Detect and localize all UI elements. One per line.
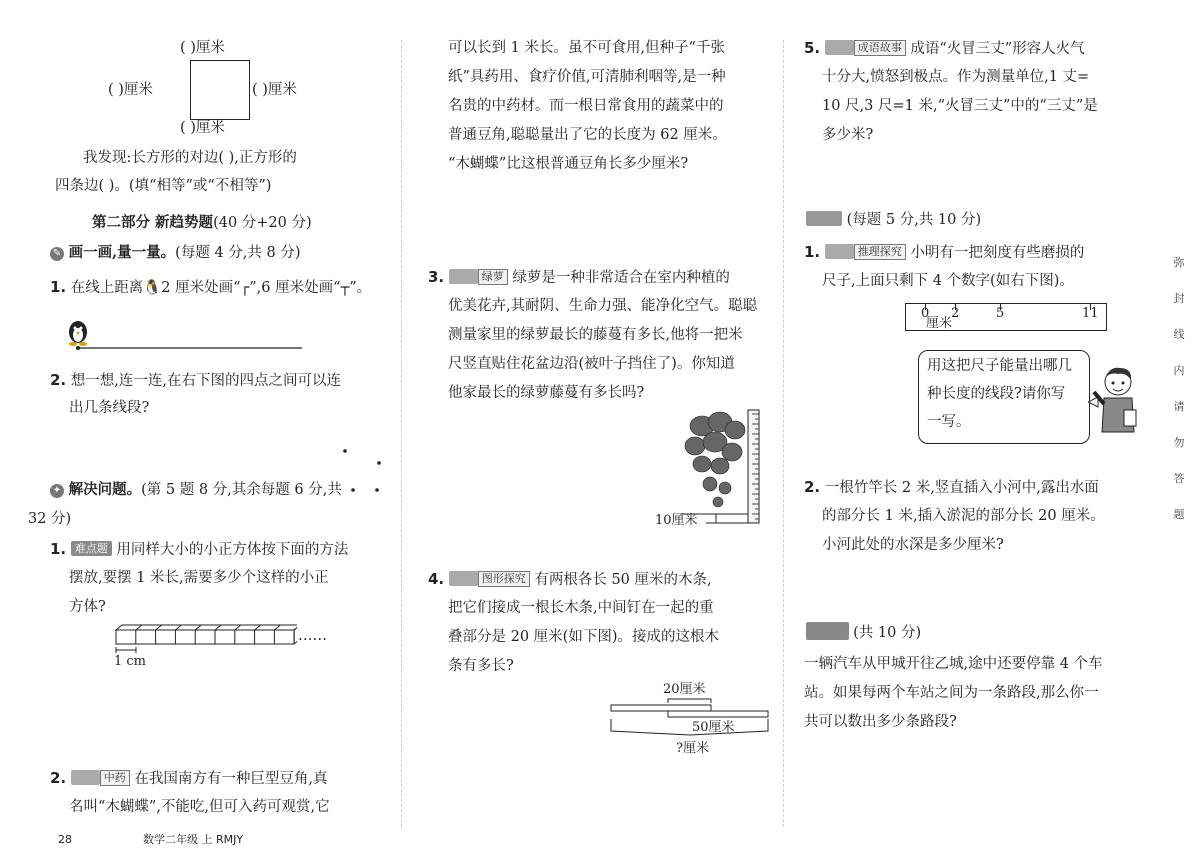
flag-up-icon: ┌	[240, 280, 250, 296]
col2-line-4: 普通豆角,聪聪量出了它的长度为 62 厘米。	[448, 127, 727, 143]
seal-char: 线	[1173, 328, 1185, 341]
four-points-figure	[335, 445, 385, 495]
square-bottom-label: ( )厘米	[180, 120, 225, 136]
seal-char: 请	[1173, 400, 1185, 413]
ruler-number: 5	[996, 306, 1005, 321]
plant-measure-label: 10厘米	[655, 513, 698, 528]
question-2: 2. 想一想,连一连,在右下图的四点之间可以连	[50, 371, 341, 389]
seal-char: 答	[1173, 472, 1185, 485]
ruler-number: 2	[951, 306, 960, 321]
plant-ruler-figure	[680, 408, 765, 528]
column-divider	[401, 40, 402, 827]
bubble-line-3: 一写。	[927, 414, 971, 430]
new-trend-tag	[825, 244, 854, 259]
cubes-unit-label: 1 cm	[114, 654, 147, 669]
piece-length-label: 50厘米	[692, 720, 735, 735]
wood-bars-figure	[608, 695, 773, 745]
new-trend-tag	[825, 40, 854, 55]
question-2-line-2: 出几条线段?	[69, 400, 150, 416]
final-line-3: 共可以数出多少条路段?	[804, 714, 957, 730]
pencil-icon: ✎	[50, 247, 64, 261]
cubes-ellipsis: ……	[298, 628, 327, 644]
part1-heading: ✎ 画一画,量一量。(每题 4 分,共 8 分)	[50, 243, 300, 263]
bonus-heading: (每题 5 分,共 10 分)	[806, 210, 981, 230]
bubble-line-1: 用这把尺子能量出哪几	[927, 358, 1072, 374]
question-3-line-4: 尺竖直贴住花盆边沿(被叶子挡住了)。你知道	[448, 356, 735, 372]
square-shape	[190, 60, 250, 120]
seal-char: 封	[1173, 292, 1185, 305]
topic-tag: 成语故事	[854, 40, 906, 56]
problem-1: 1. 难点题 用同样大小的小正方体按下面的方法	[50, 540, 349, 558]
ruler-number: 0	[921, 306, 930, 321]
column-divider	[783, 40, 784, 827]
question-3: 3. 绿萝 绿萝是一种非常适合在室内种植的	[428, 268, 730, 286]
square-top-label: ( )厘米	[180, 40, 225, 56]
square-right-label: ( )厘米	[252, 82, 297, 98]
new-trend-tag	[71, 770, 100, 785]
square-left-label: ( )厘米	[108, 82, 153, 98]
question-3-line-5: 他家最长的绿萝藤蔓有多长吗?	[448, 385, 645, 401]
discover-line-1: 我发现:长方形的对边( ),正方形的	[83, 150, 297, 166]
book-title: 数学二年级 上 RMJY	[143, 833, 244, 846]
bonus-question-1-line-2: 尺子,上面只剩下 4 个数字(如右下图)。	[822, 273, 1074, 289]
problem-2: 2. 中药 在我国南方有一种巨型豆角,真	[50, 769, 328, 787]
bubble-line-2: 种长度的线段?请你写	[927, 386, 1066, 402]
new-trend-tag	[449, 571, 478, 586]
lightbulb-icon: ✦	[50, 484, 64, 498]
col2-line-2: 纸”具药用、食疗价值,可清肺利咽等,是一种	[448, 69, 726, 85]
worn-ruler-marks	[905, 303, 1105, 329]
question-4: 4. 图形探究 有两根各长 50 厘米的木条,	[428, 570, 712, 588]
problem-1-line-2: 摆放,要摆 1 米长,需要多少个这样的小正	[69, 570, 329, 586]
topic-tag: 图形探究	[478, 571, 530, 587]
part2-score-line-2: 32 分)	[28, 511, 72, 527]
question-5-line-3: 10 尺,3 尺=1 米,“火冒三丈”中的“三丈”是	[822, 98, 1098, 114]
final-line-1: 一辆汽车从甲城开往乙城,途中还要停靠 4 个车	[804, 656, 1103, 672]
topic-tag: 中药	[100, 770, 130, 786]
new-trend-tag	[449, 269, 478, 284]
question-4-line-4: 条有多长?	[448, 658, 514, 674]
ruler-unit: 厘米	[926, 316, 953, 331]
flag-down-icon: ┬	[340, 280, 350, 296]
final-line-2: 站。如果每两个车站之间为一条路段,那么你一	[804, 685, 1099, 701]
seal-char: 勿	[1173, 436, 1185, 449]
problem-2-line-2: 名叫“木蝴蝶”,不能吃,但可入药可观赏,它	[69, 799, 330, 815]
seal-char: 内	[1173, 364, 1185, 377]
boy-character-icon	[1088, 362, 1138, 440]
question-1: 1. 在线上距离🐧2 厘米处画“┌”,6 厘米处画“┬”。	[50, 278, 372, 296]
question-5-line-4: 多少米?	[822, 127, 874, 143]
ruler-number: 11	[1082, 306, 1099, 321]
bonus-question-1: 1. 推理探究 小明有一把刻度有些磨损的	[804, 243, 1085, 261]
final-heading: (共 10 分)	[806, 622, 921, 643]
question-4-line-2: 把它们接成一根长木条,中间钉在一起的重	[448, 600, 714, 616]
challenge-badge	[806, 622, 849, 640]
col2-line-3: 名贵的中药材。而一根日常食用的蔬菜中的	[448, 98, 724, 114]
page-number: 28	[58, 833, 72, 846]
topic-tag: 绿萝	[478, 269, 508, 285]
question-3-line-3: 测量家里的绿萝最长的藤蔓有多长,他将一把米	[448, 327, 743, 343]
bonus-question-2-line-3: 小河此处的水深是多少厘米?	[822, 537, 1004, 553]
total-length-label: ?厘米	[676, 741, 709, 756]
bonus-question-2: 2. 一根竹竿长 2 米,竖直插入小河中,露出水面	[804, 478, 1099, 496]
difficulty-tag: 难点题	[71, 541, 112, 556]
col2-line-5: “木蝴蝶”比这根普通豆角长多少厘米?	[448, 156, 689, 172]
penguin-line-figure	[64, 318, 304, 352]
bonus-question-2-line-2: 的部分长 1 米,插入淤泥的部分长 20 厘米。	[822, 508, 1105, 524]
question-3-line-2: 优美花卉,其耐阴、生命力强、能净化空气。聪聪	[448, 298, 758, 314]
question-5: 5. 成语故事 成语“火冒三丈”形容人火气	[804, 39, 1085, 57]
discover-line-2: 四条边( )。(填“相等”或“不相等”)	[55, 178, 272, 194]
col2-line-1: 可以长到 1 米长。虽不可食用,但种子“千张	[448, 40, 725, 56]
seal-char: 题	[1173, 508, 1185, 521]
problem-1-line-3: 方体?	[69, 599, 106, 615]
topic-tag: 推理探究	[854, 244, 906, 260]
question-5-line-2: 十分大,愤怒到极点。作为测量单位,1 丈=	[822, 69, 1090, 85]
penguin-icon: 🐧	[143, 280, 162, 296]
part2-heading: ✦ 解决问题。(第 5 题 8 分,其余每题 6 分,共	[50, 480, 342, 500]
question-4-line-3: 叠部分是 20 厘米(如下图)。接成的这根木	[448, 629, 719, 645]
seal-char: 弥	[1173, 256, 1185, 269]
overlap-label: 20厘米	[663, 682, 706, 697]
seal-line-vertical-text	[1168, 245, 1190, 533]
bonus-badge	[806, 211, 842, 226]
section-heading: 第二部分 新趋势题(40 分+20 分)	[92, 214, 312, 231]
